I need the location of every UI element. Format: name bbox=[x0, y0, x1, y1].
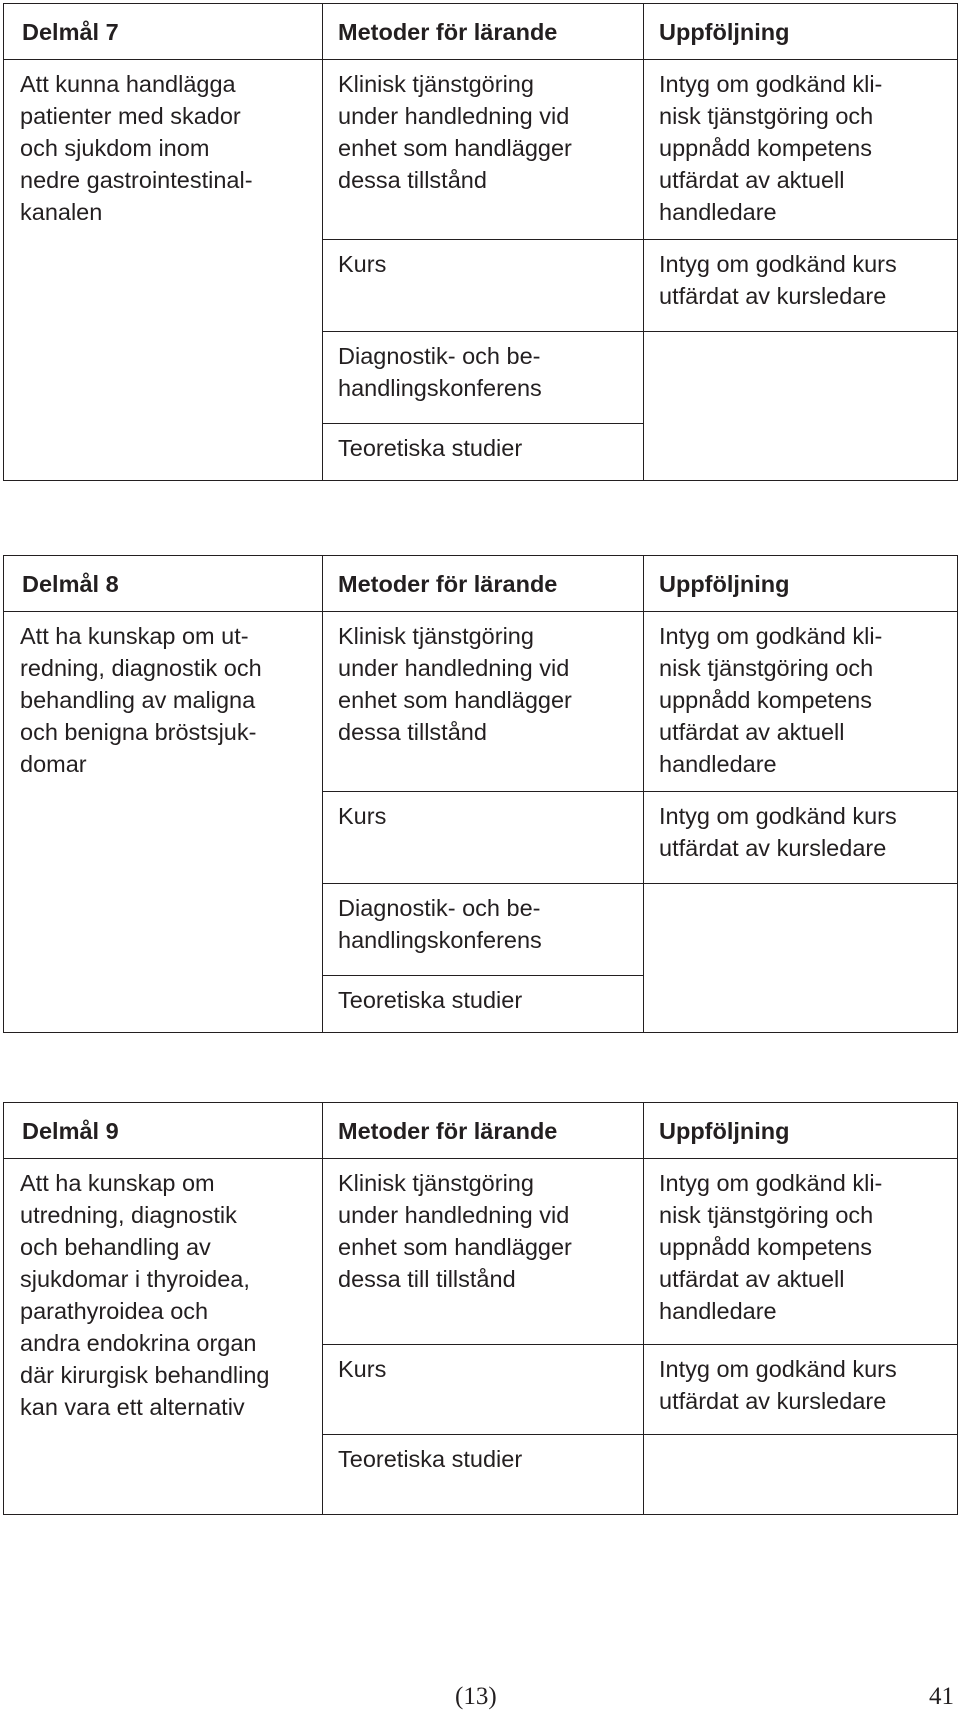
followup-line: nisk tjänstgöring och bbox=[659, 655, 874, 681]
followup-line: Intyg om godkänd kurs bbox=[659, 251, 897, 277]
followup-line: uppnådd kompetens bbox=[659, 1234, 872, 1260]
method-line: under handledning vid bbox=[338, 655, 570, 681]
followup-header: Uppföljning bbox=[644, 556, 958, 612]
method-line: Teoretiska studier bbox=[338, 987, 523, 1013]
methods-header: Metoder för lärande bbox=[323, 1103, 644, 1159]
method-cell bbox=[323, 976, 644, 1033]
goal-line: nedre gastrointestinal- bbox=[20, 167, 253, 193]
followup-line: utfärdat av aktuell bbox=[659, 167, 845, 193]
method-cell bbox=[323, 884, 644, 976]
goal-header: Delmål 9 bbox=[4, 1103, 323, 1159]
method-cell bbox=[323, 60, 644, 240]
method-line: enhet som handlägger bbox=[338, 1234, 572, 1260]
method-cell bbox=[323, 240, 644, 332]
goal-line: Att kunna handlägga bbox=[20, 71, 236, 97]
method-cell bbox=[323, 332, 644, 424]
method-line: dessa tillstånd bbox=[338, 167, 487, 193]
followup-line: Intyg om godkänd kurs bbox=[659, 803, 897, 829]
goal-header: Delmål 8 bbox=[4, 556, 323, 612]
method-line: handlingskonferens bbox=[338, 375, 542, 401]
followup-cell bbox=[644, 1159, 958, 1345]
method-cell bbox=[323, 792, 644, 884]
followup-cell bbox=[644, 612, 958, 792]
followup-header: Uppföljning bbox=[644, 1103, 958, 1159]
followup-line: utfärdat av kursledare bbox=[659, 1388, 887, 1414]
followup-line: Intyg om godkänd kli- bbox=[659, 623, 883, 649]
method-cell bbox=[323, 424, 644, 481]
goal-line: sjukdomar i thyroidea, bbox=[20, 1266, 250, 1292]
method-line: Diagnostik- och be- bbox=[338, 343, 541, 369]
goal-line: och behandling av bbox=[20, 1234, 211, 1260]
method-line: Diagnostik- och be- bbox=[338, 895, 541, 921]
followup-line: utfärdat av aktuell bbox=[659, 719, 845, 745]
followup-empty-cell bbox=[644, 1435, 958, 1515]
method-line: Kurs bbox=[338, 803, 387, 829]
followup-cell bbox=[644, 240, 958, 332]
followup-cell bbox=[644, 792, 958, 884]
followup-line: nisk tjänstgöring och bbox=[659, 1202, 874, 1228]
goal-line: patienter med skador bbox=[20, 103, 241, 129]
goal-line: där kirurgisk behandling bbox=[20, 1362, 270, 1388]
goal-line: och sjukdom inom bbox=[20, 135, 210, 161]
goal-cell bbox=[4, 60, 323, 481]
followup-line: handledare bbox=[659, 199, 777, 225]
goal-line: Att ha kunskap om ut- bbox=[20, 623, 249, 649]
followup-empty-cell bbox=[644, 884, 958, 1033]
goal-line: andra endokrina organ bbox=[20, 1330, 257, 1356]
followup-line: Intyg om godkänd kurs bbox=[659, 1356, 897, 1382]
followup-line: utfärdat av kursledare bbox=[659, 283, 887, 309]
method-cell bbox=[323, 612, 644, 792]
goal-cell bbox=[4, 1159, 323, 1515]
method-line: Kurs bbox=[338, 251, 387, 277]
method-cell bbox=[323, 1345, 644, 1435]
goal-line: redning, diagnostik och bbox=[20, 655, 262, 681]
goal-line: Att ha kunskap om bbox=[20, 1170, 215, 1196]
method-line: Teoretiska studier bbox=[338, 435, 523, 461]
method-line: under handledning vid bbox=[338, 103, 570, 129]
method-line: Klinisk tjänstgöring bbox=[338, 71, 534, 97]
method-line: Klinisk tjänstgöring bbox=[338, 1170, 534, 1196]
methods-header: Metoder för lärande bbox=[323, 4, 644, 60]
goal-line: utredning, diagnostik bbox=[20, 1202, 237, 1228]
page-number: 41 bbox=[929, 1683, 954, 1710]
goal-header: Delmål 7 bbox=[4, 4, 323, 60]
method-line: dessa till tillstånd bbox=[338, 1266, 516, 1292]
method-line: dessa tillstånd bbox=[338, 719, 487, 745]
method-cell bbox=[323, 1435, 644, 1515]
delmal-7-table bbox=[3, 3, 958, 481]
followup-line: handledare bbox=[659, 751, 777, 777]
followup-line: uppnådd kompetens bbox=[659, 135, 872, 161]
goal-line: parathyroidea och bbox=[20, 1298, 209, 1324]
goal-line: behandling av maligna bbox=[20, 687, 256, 713]
method-cell bbox=[323, 1159, 644, 1345]
followup-empty-cell bbox=[644, 332, 958, 481]
method-line: handlingskonferens bbox=[338, 927, 542, 953]
followup-line: uppnådd kompetens bbox=[659, 687, 872, 713]
followup-line: utfärdat av kursledare bbox=[659, 835, 887, 861]
followup-line: handledare bbox=[659, 1298, 777, 1324]
method-line: enhet som handlägger bbox=[338, 687, 572, 713]
page-footer bbox=[0, 1683, 960, 1717]
method-line: Teoretiska studier bbox=[338, 1446, 523, 1472]
method-line: enhet som handlägger bbox=[338, 135, 572, 161]
method-line: Kurs bbox=[338, 1356, 387, 1382]
followup-line: Intyg om godkänd kli- bbox=[659, 71, 883, 97]
goal-cell bbox=[4, 612, 323, 1033]
followup-cell bbox=[644, 1345, 958, 1435]
methods-header: Metoder för lärande bbox=[323, 556, 644, 612]
followup-header: Uppföljning bbox=[644, 4, 958, 60]
followup-line: nisk tjänstgöring och bbox=[659, 103, 874, 129]
goal-line: kanalen bbox=[20, 199, 103, 225]
delmal-9-table bbox=[3, 1102, 958, 1515]
method-line: under handledning vid bbox=[338, 1202, 570, 1228]
goal-line: domar bbox=[20, 751, 87, 777]
delmal-8-table bbox=[3, 555, 958, 1033]
followup-line: utfärdat av aktuell bbox=[659, 1266, 845, 1292]
followup-cell bbox=[644, 60, 958, 240]
section-number: (13) bbox=[455, 1683, 497, 1710]
method-line: Klinisk tjänstgöring bbox=[338, 623, 534, 649]
goal-line: och benigna bröstsjuk- bbox=[20, 719, 257, 745]
followup-line: Intyg om godkänd kli- bbox=[659, 1170, 883, 1196]
goal-line: kan vara ett alternativ bbox=[20, 1394, 245, 1420]
